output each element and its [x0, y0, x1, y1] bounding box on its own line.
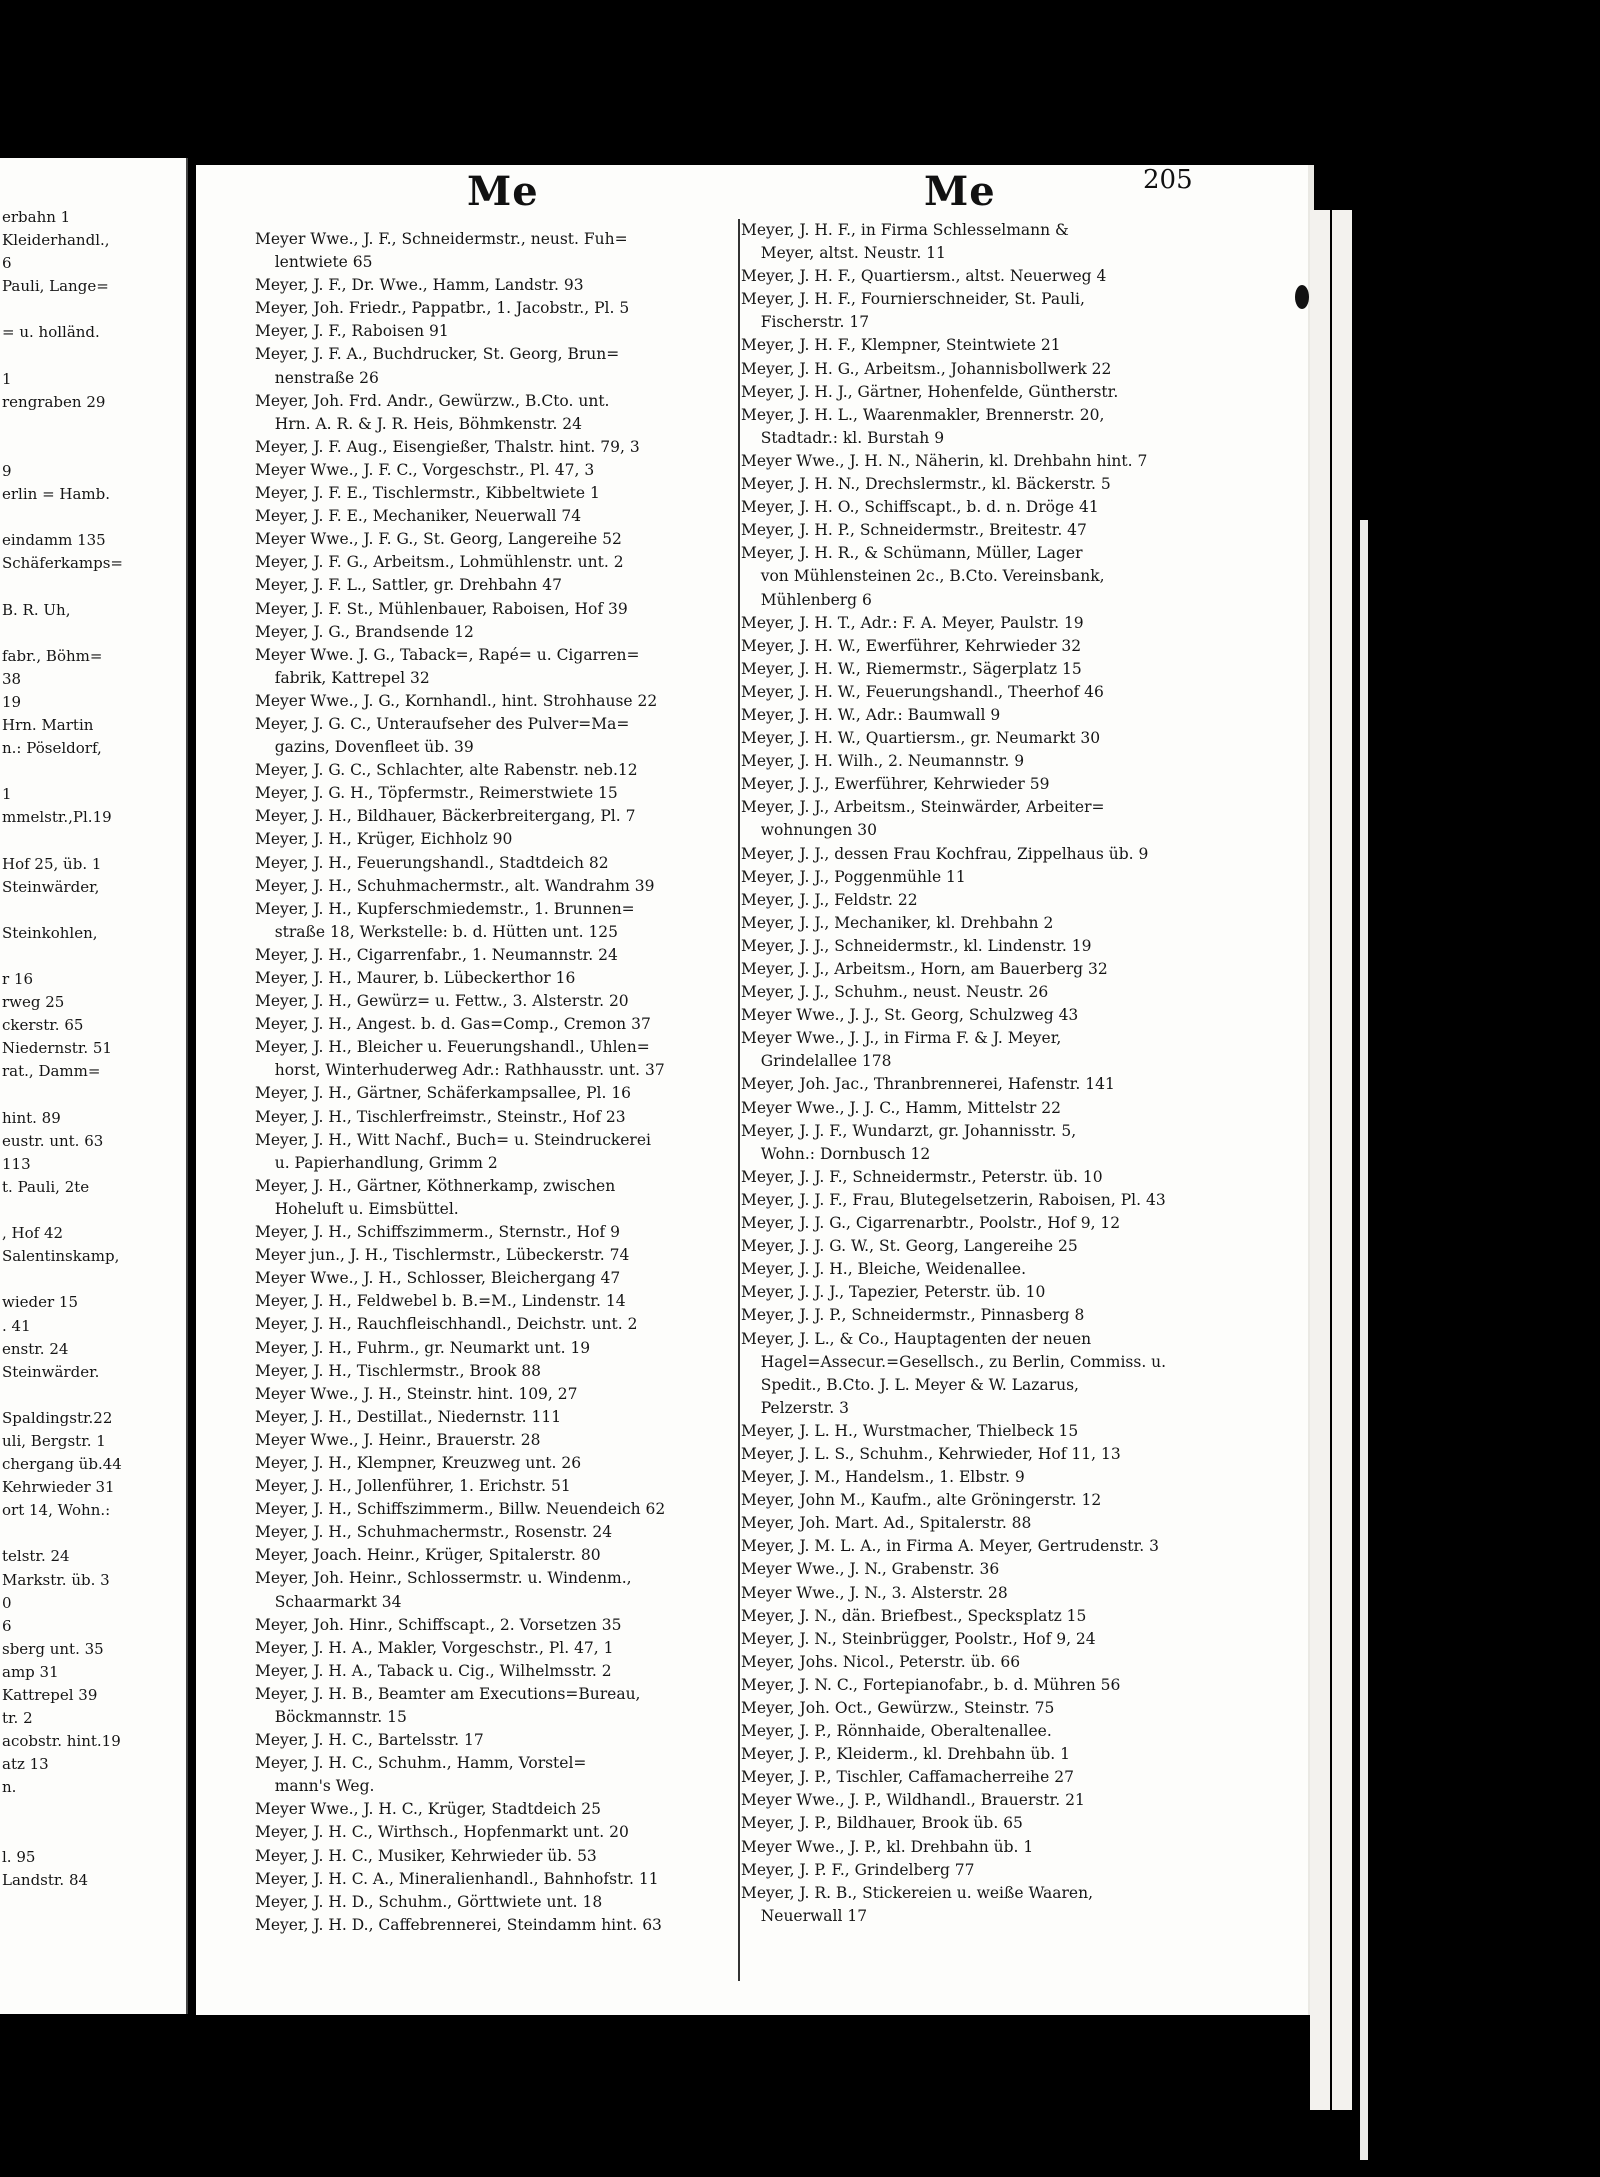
- entry-line: Meyer, J. J. F., Frau, Blutegelsetzerin, Raboisen, Pl. 43: [741, 1190, 1166, 1209]
- entry-line: hint. 89: [2, 1108, 61, 1127]
- entry-line: u. Papierhandlung, Grimm 2: [255, 1153, 498, 1172]
- entry-line: . 41: [2, 1316, 31, 1335]
- entry-line: Meyer, J. H. N., Drechslermstr., kl. Bäckerstr. 5: [741, 475, 1111, 494]
- entry-line: Meyer, J. H., Schuhmachermstr., alt. Wandrahm 39: [255, 876, 655, 895]
- entry-line: n.: [2, 1778, 17, 1797]
- entry-line: Meyer, J. F., Dr. Wwe., Hamm, Landstr. 93: [255, 276, 584, 295]
- entry-line: [2, 1799, 186, 1822]
- entry-line: horst, Winterhuderweg Adr.: Rathhausstr. unt. 37: [255, 1061, 665, 1080]
- binding-hole: [1295, 285, 1309, 309]
- entry-line: Meyer, J. H. C., Musiker, Kehrwieder üb. 53: [255, 1846, 597, 1865]
- entry-line: Meyer Wwe., J. H. C., Krüger, Stadtdeich 25: [255, 1800, 602, 1819]
- entry-line: Meyer, J. G. C., Unteraufseher des Pulver=Ma=: [255, 714, 630, 733]
- entry-line: [2, 298, 186, 321]
- entry-line: t. Pauli, 2te: [2, 1177, 90, 1196]
- entry-line: rweg 25: [2, 993, 65, 1012]
- entry-line: Meyer, J. H., Fuhrm., gr. Neumarkt unt. 19: [255, 1338, 591, 1357]
- entry-line: Steinwärder.: [2, 1362, 100, 1381]
- entry-line: Meyer jun., J. H., Tischlermstr., Lübeckerstr. 74: [255, 1246, 630, 1265]
- entry-line: Meyer, J. H. W., Adr.: Baumwall 9: [741, 705, 1001, 724]
- entry-line: Schäferkamps=: [2, 554, 124, 573]
- entry-line: Meyer, J. H., Jollenführer, 1. Erichstr. 51: [255, 1477, 571, 1496]
- entry-line: [2, 1823, 186, 1846]
- entry-line: Meyer, J. J., Ewerführer, Kehrwieder 59: [741, 775, 1050, 794]
- entry-line: Grindelallee 178: [741, 1052, 892, 1071]
- entry-line: Meyer Wwe., J. H. N., Näherin, kl. Drehbahn hint. 7: [741, 451, 1148, 470]
- entry-line: Meyer, J. H. W., Quartiersm., gr. Neumarkt 30: [741, 729, 1101, 748]
- entry-line: 1: [2, 785, 12, 804]
- entry-line: Meyer, J. H. L., Waarenmakler, Brennerstr. 20,: [741, 405, 1105, 424]
- entry-line: Meyer Wwe., J. P., kl. Drehbahn üb. 1: [741, 1837, 1034, 1856]
- entry-line: chergang üb.44: [2, 1455, 122, 1474]
- entry-line: Meyer, J. L. H., Wurstmacher, Thielbeck 15: [741, 1421, 1079, 1440]
- entry-line: Meyer, J. P. F., Grindelberg 77: [741, 1860, 975, 1879]
- entry-line: Meyer, J. H. D., Schuhm., Görttwiete unt. 18: [255, 1892, 603, 1911]
- entry-line: Meyer, J. N. C., Fortepianofabr., b. d. Mühren 56: [741, 1675, 1121, 1694]
- entry-line: Meyer, J. F. G., Arbeitsm., Lohmühlenstr. unt. 2: [255, 553, 624, 572]
- entry-line: Meyer, J. J. G. W., St. Georg, Langereihe 25: [741, 1237, 1078, 1256]
- entry-line: 9: [2, 462, 12, 481]
- entry-line: Meyer Wwe., J. F., Schneidermstr., neust. Fuh=: [255, 230, 628, 248]
- entry-line: Meyer, J. J., Poggenmühle 11: [741, 867, 966, 886]
- entry-line: straße 18, Werkstelle: b. d. Hütten unt. 125: [255, 922, 619, 941]
- gutter: [186, 158, 188, 2014]
- entry-line: Meyer, Joh. Hinr., Schiffscapt., 2. Vorsetzen 35: [255, 1615, 622, 1634]
- entry-line: Meyer, J. P., Rönnhaide, Oberaltenallee.: [741, 1722, 1052, 1741]
- page-number: 205: [1143, 165, 1193, 195]
- entry-line: Meyer, J. H. C., Wirthsch., Hopfenmarkt unt. 20: [255, 1823, 629, 1842]
- entry-line: wieder 15: [2, 1293, 79, 1312]
- entry-line: Pelzerstr. 3: [741, 1398, 849, 1417]
- entry-line: Meyer, John M., Kaufm., alte Gröningerstr. 12: [741, 1491, 1102, 1510]
- entry-line: Hof 25, üb. 1: [2, 854, 102, 873]
- entry-line: Meyer, Johs. Nicol., Peterstr. üb. 66: [741, 1652, 1021, 1671]
- entry-line: Meyer, Joh. Heinr., Schlossermstr. u. Windenm.,: [255, 1569, 632, 1588]
- entry-line: [2, 1384, 186, 1407]
- entry-line: Meyer, J. H., Gärtner, Schäferkampsallee, Pl. 16: [255, 1084, 632, 1103]
- entry-line: Meyer, J. F., Raboisen 91: [255, 322, 449, 341]
- entry-line: mann's Weg.: [255, 1777, 375, 1796]
- entry-line: Meyer, J. H. R., & Schümann, Müller, Lager: [741, 544, 1083, 563]
- entry-line: Meyer, J. J. H., Bleiche, Weidenallee.: [741, 1260, 1027, 1279]
- entry-line: rat., Damm=: [2, 1062, 101, 1081]
- entry-line: Meyer, J. P., Tischler, Caffamacherreihe 27: [741, 1768, 1074, 1787]
- entry-line: Meyer, J. H. C., Schuhm., Hamm, Vorstel=: [255, 1754, 587, 1773]
- entry-line: [2, 1522, 186, 1545]
- entry-line: Meyer, J. G. H., Töpfermstr., Reimerstwiete 15: [255, 784, 618, 803]
- entry-line: 38: [2, 669, 22, 688]
- entry-line: [2, 345, 186, 368]
- entry-line: Fischerstr. 17: [741, 313, 870, 332]
- running-head-left: Me: [467, 168, 539, 215]
- entry-line: Meyer, J. H. D., Caffebrennerei, Steindamm hint. 63: [255, 1915, 662, 1934]
- entry-line: ort 14, Wohn.:: [2, 1501, 111, 1520]
- entry-line: 6: [2, 254, 12, 273]
- entry-line: Meyer, J. H., Schiffszimmerm., Sternstr., Hof 9: [255, 1223, 620, 1242]
- entry-line: Meyer, J. H. C. A., Mineralienhandl., Bahnhofstr. 11: [255, 1869, 659, 1888]
- entry-line: Hoheluft u. Eimsbüttel.: [255, 1199, 459, 1218]
- entry-line: Meyer Wwe., J. N., 3. Alsterstr. 28: [741, 1583, 1008, 1602]
- entry-line: Kehrwieder 31: [2, 1478, 115, 1497]
- entry-line: Schaarmarkt 34: [255, 1592, 402, 1611]
- entry-line: Meyer, J. F. E., Tischlermstr., Kibbeltwiete 1: [255, 484, 600, 503]
- entry-line: Meyer Wwe., J. G., Kornhandl., hint. Strohhause 22: [255, 691, 658, 710]
- entry-line: Meyer, J. P., Kleiderm., kl. Drehbahn üb. 1: [741, 1745, 1070, 1764]
- entry-line: Meyer, Joh. Mart. Ad., Spitalerstr. 88: [741, 1514, 1032, 1533]
- entry-line: atz 13: [2, 1755, 49, 1774]
- entry-line: Meyer, J. H. J., Gärtner, Hohenfelde, Güntherstr.: [741, 382, 1119, 401]
- entry-line: Meyer Wwe., J. P., Wildhandl., Brauerstr. 21: [741, 1791, 1085, 1810]
- entry-line: [2, 1199, 186, 1222]
- entry-line: Meyer, J. H. F., Fournierschneider, St. Pauli,: [741, 290, 1085, 309]
- entry-line: Hrn. A. R. & J. R. Heis, Böhmkenstr. 24: [255, 414, 583, 433]
- entry-line: Meyer, J. H., Feldwebel b. B.=M., Lindenstr. 14: [255, 1292, 626, 1311]
- entry-line: Meyer, J. H., Schiffszimmerm., Billw. Neuendeich 62: [255, 1500, 666, 1519]
- entry-line: [2, 1268, 186, 1291]
- entry-line: [2, 414, 186, 437]
- entry-line: Meyer, J. J. F., Wundarzt, gr. Johannisstr. 5,: [741, 1121, 1077, 1140]
- entry-line: Meyer, J. H. A., Taback u. Cig., Wilhelmsstr. 2: [255, 1661, 612, 1680]
- entry-line: l. 95: [2, 1847, 36, 1866]
- entry-line: Wohn.: Dornbusch 12: [741, 1144, 931, 1163]
- entry-line: Meyer, J. H., Bildhauer, Bäckerbreitergang, Pl. 7: [255, 807, 636, 826]
- entry-line: Meyer, J. N., dän. Briefbest., Specksplatz 15: [741, 1606, 1087, 1625]
- entry-line: Meyer, J. H. O., Schiffscapt., b. d. n. Dröge 41: [741, 498, 1099, 517]
- entry-line: Meyer, J. H., Witt Nachf., Buch= u. Steindruckerei: [255, 1130, 651, 1149]
- entry-line: Meyer, J. H., Tischlermstr., Brook 88: [255, 1361, 542, 1380]
- entry-line: [2, 437, 186, 460]
- page-stack-edge: [1332, 210, 1352, 2110]
- entry-line: Meyer, J. H., Maurer, b. Lübeckerthor 16: [255, 969, 576, 987]
- entry-line: Meyer Wwe., J. H., Schlosser, Bleichergang 47: [255, 1269, 621, 1288]
- entry-line: Meyer, J. F. Aug., Eisengießer, Thalstr. hint. 79, 3: [255, 437, 640, 456]
- entry-line: Meyer, J. H., Destillat., Niedernstr. 111: [255, 1407, 562, 1426]
- entry-line: Meyer, J. H., Bleicher u. Feuerungshandl., Uhlen=: [255, 1038, 650, 1057]
- entry-line: Meyer, J. H. W., Feuerungshandl., Theerhof 46: [741, 682, 1104, 701]
- entry-line: von Mühlensteinen 2c., B.Cto. Vereinsbank,: [741, 567, 1105, 586]
- entry-line: Meyer, J. H., Klempner, Kreuzweg unt. 26: [255, 1453, 582, 1472]
- entry-line: wohnungen 30: [741, 821, 877, 840]
- entry-line: , Hof 42: [2, 1224, 64, 1243]
- entry-line: [2, 506, 186, 529]
- entry-line: 6: [2, 1616, 12, 1635]
- entry-line: [2, 576, 186, 599]
- entry-line: Meyer, J. H. F., Klempner, Steintwiete 21: [741, 336, 1061, 355]
- entry-line: Meyer, J. H. W., Ewerführer, Kehrwieder 32: [741, 636, 1082, 655]
- entry-line: Meyer, J. M. L. A., in Firma A. Meyer, Gertrudenstr. 3: [741, 1537, 1159, 1556]
- entry-line: Meyer, J. J., dessen Frau Kochfrau, Zippelhaus üb. 9: [741, 844, 1149, 863]
- entry-line: Meyer, J. J., Arbeitsm., Steinwärder, Arbeiter=: [741, 798, 1105, 817]
- entry-line: Meyer, Joh. Friedr., Pappatbr., 1. Jacobstr., Pl. 5: [255, 299, 630, 318]
- entry-line: Pauli, Lange=: [2, 277, 109, 296]
- entry-line: Meyer Wwe., J. N., Grabenstr. 36: [741, 1560, 1000, 1579]
- entry-line: eindamm 135: [2, 531, 106, 550]
- entry-line: Meyer, J. H., Rauchfleischhandl., Deichstr. unt. 2: [255, 1315, 638, 1334]
- entry-line: Meyer, J. J., Feldstr. 22: [741, 890, 918, 909]
- entry-line: ckerstr. 65: [2, 1016, 84, 1035]
- entry-line: Meyer, J. J. P., Schneidermstr., Pinnasberg 8: [741, 1306, 1085, 1325]
- entry-line: mmelstr.,Pl.19: [2, 808, 112, 827]
- entry-line: Kleiderhandl.,: [2, 231, 110, 250]
- entry-line: Meyer, J. N., Steinbrügger, Poolstr., Hof 9, 24: [741, 1629, 1096, 1648]
- entry-line: Meyer, J. J., Schneidermstr., kl. Lindenstr. 19: [741, 936, 1092, 955]
- entry-line: Meyer Wwe., J. Heinr., Brauerstr. 28: [255, 1430, 541, 1449]
- entry-line: uli, Bergstr. 1: [2, 1431, 106, 1450]
- entry-line: erlin = Hamb.: [2, 485, 111, 504]
- entry-line: Meyer, J. H., Cigarrenfabr., 1. Neumannstr. 24: [255, 945, 618, 964]
- entry-line: [2, 1084, 186, 1107]
- entry-line: Meyer, Joh. Oct., Gewürzw., Steinstr. 75: [741, 1699, 1055, 1717]
- entry-line: Meyer, Joach. Heinr., Krüger, Spitalerstr. 80: [255, 1546, 601, 1565]
- entry-line: [2, 945, 186, 968]
- entry-line: Meyer, J. J. G., Cigarrenarbtr., Poolstr., Hof 9, 12: [741, 1214, 1121, 1233]
- entry-line: Meyer, J. F. St., Mühlenbauer, Raboisen, Hof 39: [255, 599, 628, 618]
- entry-line: nenstraße 26: [255, 368, 379, 387]
- entry-line: 113: [2, 1154, 31, 1173]
- entry-line: Kattrepel 39: [2, 1686, 98, 1704]
- entry-line: Meyer, J. G., Brandsende 12: [255, 622, 474, 641]
- entry-line: Meyer, J. F. E., Mechaniker, Neuerwall 74: [255, 507, 582, 526]
- entry-line: Stadtadr.: kl. Burstah 9: [741, 428, 945, 447]
- entry-line: r 16: [2, 970, 34, 989]
- page-stack-edge: [1360, 520, 1368, 2160]
- entry-line: gazins, Dovenfleet üb. 39: [255, 738, 474, 757]
- right-column: [741, 219, 1231, 1928]
- entry-line: Meyer, J. H., Gewürz= u. Fettw., 3. Alsterstr. 20: [255, 992, 629, 1011]
- left-column: [255, 228, 743, 1937]
- entry-line: Meyer, J. H., Kupferschmiedemstr., 1. Brunnen=: [255, 899, 635, 918]
- entry-line: Spedit., B.Cto. J. L. Meyer & W. Lazarus,: [741, 1375, 1079, 1394]
- entry-line: Meyer, J. G. C., Schlachter, alte Rabenstr. neb.12: [255, 761, 638, 780]
- entry-line: 0: [2, 1593, 12, 1612]
- entry-line: Meyer, J. H. T., Adr.: F. A. Meyer, Paulstr. 19: [741, 613, 1084, 632]
- entry-line: Landstr. 84: [2, 1870, 89, 1889]
- entry-line: Meyer, J. H. C., Bartelsstr. 17: [255, 1731, 484, 1750]
- entry-line: Meyer, J. H., Gärtner, Köthnerkamp, zwischen: [255, 1176, 616, 1195]
- entry-line: Meyer Wwe. J. G., Taback=, Rapé= u. Cigarren=: [255, 645, 640, 664]
- entry-line: Neuerwall 17: [741, 1906, 868, 1925]
- entry-line: Meyer Wwe., J. F. C., Vorgeschstr., Pl. 47, 3: [255, 460, 595, 479]
- entry-line: Meyer Wwe., J. J. C., Hamm, Mittelstr 22: [741, 1098, 1061, 1117]
- running-head-right: Me: [924, 168, 996, 215]
- entry-line: n.: Pöseldorf,: [2, 739, 102, 758]
- entry-line: Meyer, J. H. P., Schneidermstr., Breitestr. 47: [741, 521, 1087, 540]
- entry-line: fabr., Böhm=: [2, 646, 103, 665]
- entry-line: Hrn. Martin: [2, 716, 94, 735]
- entry-line: rengraben 29: [2, 392, 106, 411]
- entry-line: Meyer, J. H., Krüger, Eichholz 90: [255, 830, 513, 849]
- entry-line: Meyer, J. H. A., Makler, Vorgeschstr., Pl. 47, 1: [255, 1638, 614, 1657]
- entry-line: Meyer, J. J., Schuhm., neust. Neustr. 26: [741, 983, 1049, 1002]
- entry-line: [2, 760, 186, 783]
- entry-line: Meyer Wwe., J. J., St. Georg, Schulzweg 43: [741, 1006, 1079, 1025]
- entry-line: [2, 899, 186, 922]
- entry-line: Meyer, J. H., Tischlerfreimstr., Steinstr., Hof 23: [255, 1107, 626, 1126]
- entry-line: Meyer, J. H. G., Arbeitsm., Johannisbollwerk 22: [741, 359, 1112, 378]
- entry-line: Meyer, Joh. Frd. Andr., Gewürzw., B.Cto. unt.: [255, 391, 610, 410]
- entry-line: Spaldingstr.22: [2, 1408, 113, 1427]
- entry-line: Meyer, J. F. L., Sattler, gr. Drehbahn 47: [255, 576, 562, 595]
- entry-line: Hagel=Assecur.=Gesellsch., zu Berlin, Commiss. u.: [741, 1352, 1167, 1371]
- entry-line: = u. holländ.: [2, 323, 100, 342]
- previous-page-fragments: [2, 206, 186, 1892]
- entry-line: Meyer, J. H., Schuhmachermstr., Rosenstr. 24: [255, 1523, 613, 1542]
- entry-line: Meyer, J. R. B., Stickereien u. weiße Waaren,: [741, 1883, 1094, 1902]
- entry-line: Meyer Wwe., J. J., in Firma F. & J. Meyer,: [741, 1029, 1062, 1048]
- entry-line: lentwiete 65: [255, 253, 373, 272]
- entry-line: Meyer Wwe., J. H., Steinstr. hint. 109, 27: [255, 1384, 578, 1403]
- entry-line: Meyer, J. H. Wilh., 2. Neumannstr. 9: [741, 752, 1025, 771]
- entry-line: Meyer, J. L., & Co., Hauptagenten der neuen: [741, 1329, 1092, 1348]
- entry-line: telstr. 24: [2, 1547, 70, 1566]
- entry-line: Steinwärder,: [2, 877, 100, 896]
- page-stack-edge: [1310, 210, 1330, 2110]
- entry-line: Meyer, J. M., Handelsm., 1. Elbstr. 9: [741, 1468, 1025, 1487]
- entry-line: Mühlenberg 6: [741, 590, 872, 609]
- entry-line: Böckmannstr. 15: [255, 1708, 407, 1726]
- entry-line: Meyer, J. H. F., Quartiersm., altst. Neuerweg 4: [741, 267, 1107, 286]
- entry-line: Salentinskamp,: [2, 1247, 120, 1266]
- entry-line: amp 31: [2, 1662, 59, 1681]
- entry-line: Meyer, J. H., Angest. b. d. Gas=Comp., Cremon 37: [255, 1015, 651, 1034]
- entry-line: enstr. 24: [2, 1339, 69, 1358]
- entry-line: Meyer, J. L. S., Schuhm., Kehrwieder, Hof 11, 13: [741, 1444, 1121, 1463]
- entry-line: [2, 622, 186, 645]
- entry-line: 19: [2, 692, 22, 711]
- entry-line: Meyer, J. H., Feuerungshandl., Stadtdeich 82: [255, 853, 609, 872]
- entry-line: Meyer Wwe., J. F. G., St. Georg, Langereihe 52: [255, 530, 622, 549]
- entry-line: 1: [2, 369, 12, 388]
- entry-line: Meyer, J. J., Arbeitsm., Horn, am Bauerberg 32: [741, 960, 1108, 978]
- entry-line: Meyer, J. J., Mechaniker, kl. Drehbahn 2: [741, 913, 1054, 932]
- entry-line: Meyer, J. H. W., Riemermstr., Sägerplatz 15: [741, 659, 1082, 678]
- entry-line: B. R. Uh,: [2, 600, 71, 619]
- entry-line: acobstr. hint.19: [2, 1732, 121, 1751]
- entry-line: sberg unt. 35: [2, 1639, 104, 1658]
- entry-line: Meyer, Joh. Jac., Thranbrennerei, Hafenstr. 141: [741, 1075, 1115, 1094]
- entry-line: Meyer, altst. Neustr. 11: [741, 244, 946, 263]
- entry-line: Niedernstr. 51: [2, 1039, 112, 1058]
- entry-line: eustr. unt. 63: [2, 1131, 104, 1150]
- entry-line: Meyer, J. H. B., Beamter am Executions=Bureau,: [255, 1684, 641, 1703]
- entry-line: Steinkohlen,: [2, 923, 98, 942]
- entry-line: fabrik, Kattrepel 32: [255, 668, 430, 687]
- entry-line: Markstr. üb. 3: [2, 1570, 110, 1589]
- entry-line: Meyer, J. J. F., Schneidermstr., Peterstr. üb. 10: [741, 1167, 1103, 1186]
- entry-line: Meyer, J. P., Bildhauer, Brook üb. 65: [741, 1814, 1023, 1833]
- entry-line: Meyer, J. H. F., in Firma Schlesselmann &: [741, 221, 1069, 239]
- entry-line: Meyer, J. F. A., Buchdrucker, St. Georg, Brun=: [255, 345, 620, 364]
- entry-line: Meyer, J. J. J., Tapezier, Peterstr. üb. 10: [741, 1283, 1046, 1302]
- entry-line: [2, 830, 186, 853]
- entry-line: erbahn 1: [2, 208, 71, 226]
- entry-line: tr. 2: [2, 1709, 33, 1728]
